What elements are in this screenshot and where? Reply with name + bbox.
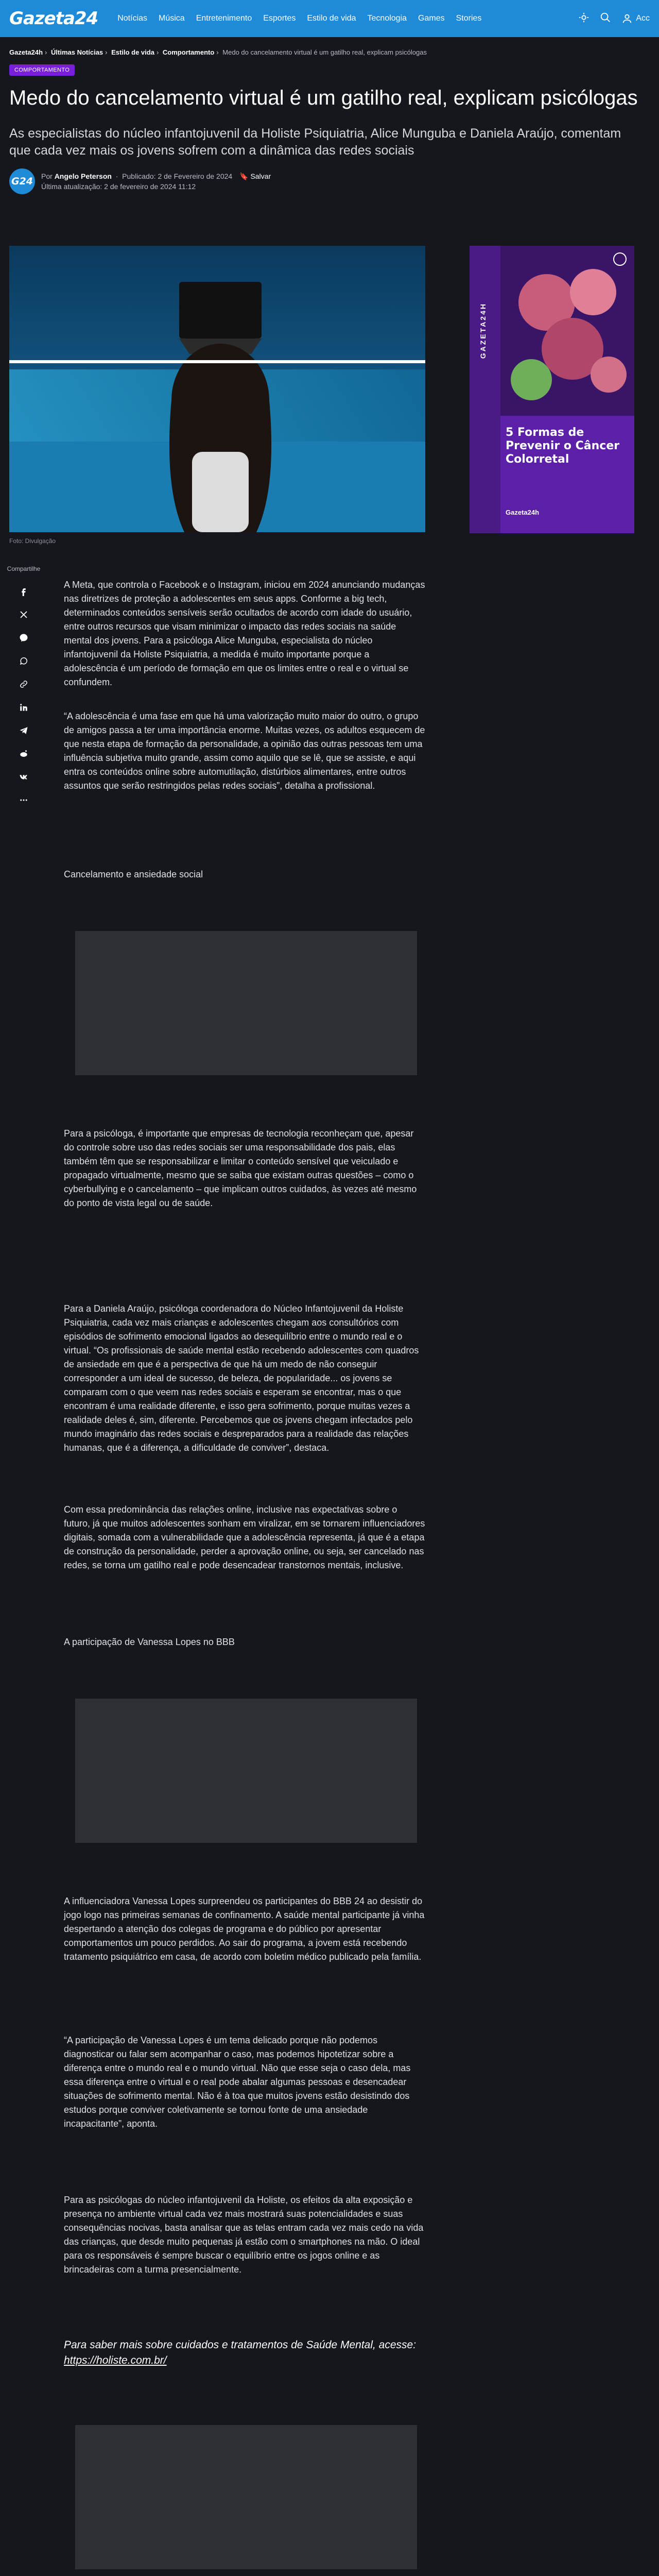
share-label: Compartilhe bbox=[7, 565, 41, 572]
article-paragraph: A Meta, que controla o Facebook e o Instagram, iniciou em 2024 anunciando mudanças nas diretrizes de proteção a adolescentes em seus apps. Conforme a big tech, determinados conteúdos sensíveis serão ocultados de acordo com idade do usuário, entre outros recursos que visam minimizar o impacto das redes sociais na saúde mental dos jovens. Para a psicóloga Alice Munguba, especialista do núcleo infantojuvenil da Holiste Psiquiatria, a medida é muito importante porque a adolescência é um período de formação em que os limites entre o real e o virtual se confundem. bbox=[64, 580, 425, 687]
telegram-icon[interactable] bbox=[19, 726, 28, 738]
vk-icon[interactable] bbox=[19, 772, 28, 784]
article-paragraph: “A adolescência é uma fase em que há uma valorização muito maior do outro, o grupo de amigos passa a ter uma importância enorme. Muitas vezes, os adultos esquecem de que nesta etapa de formação da personalidade, a opinião das outras pessoas tem uma influência subjetiva muito grande, assim como aquilo que se lê, que se assiste, e aqui entra os conteúdos online sobre automutilação, distúrbios alimentares, entre outros assuntos que serão restringidos pelas redes sociais”, detalha a profissional. bbox=[64, 711, 425, 791]
breadcrumb-home[interactable]: Gazeta24h bbox=[9, 48, 43, 56]
breadcrumb-lifestyle[interactable]: Estilo de vida bbox=[111, 48, 154, 56]
ad-headline[interactable]: 5 Formas de Prevenir o Câncer Colorretal bbox=[506, 426, 620, 466]
top-navbar bbox=[0, 0, 659, 37]
nav-item-musica[interactable]: Música bbox=[159, 14, 185, 23]
cta-text bbox=[64, 2337, 425, 2368]
article-subtitle: As especialistas do núcleo infantojuvenil da Holiste Psiquiatria, Alice Munguba e Daniela Araújo, comentam que cada vez mais os jovens sofrem com a dinâmica das redes sociais bbox=[9, 126, 621, 158]
author-prefix: Por bbox=[41, 172, 53, 180]
article-paragraph: Para a psicóloga, é importante que empresas de tecnologia reconheçam que, apesar do controle sobre uso das redes sociais ser uma responsabilidade dos pais, elas também têm que se responsabilizar e limitar o conteúdo sensível que veiculado e propagado virtualmente, mesmo que se saiba que existam outras questões – como o cyberbullying e o cancelamento – que implicam outros cuidados, às vezes até mesmo do ponto de vista legal ou de saúde. bbox=[64, 1128, 417, 1208]
breadcrumb-current: Medo do cancelamento virtual é um gatilho real, explicam psicólogas bbox=[222, 48, 427, 56]
copy-link-icon[interactable] bbox=[19, 680, 28, 691]
login-button[interactable] bbox=[621, 13, 650, 24]
share-sidebar bbox=[7, 565, 41, 807]
author-avatar[interactable]: G24 bbox=[9, 168, 35, 194]
sidebar-ad[interactable] bbox=[470, 246, 634, 533]
breadcrumb-behavior[interactable]: Comportamento bbox=[162, 48, 215, 56]
breadcrumb: Gazeta24h › Últimas Notícias › Estilo de vida › Comportamento › Medo do cancelamento virtual é um gatilho real, explicam psicólogas bbox=[9, 48, 427, 56]
save-button[interactable] bbox=[239, 172, 271, 180]
nav-item-stories[interactable]: Stories bbox=[456, 14, 482, 23]
site-logo[interactable]: Gazeta24 bbox=[9, 8, 98, 29]
image-caption: Foto: Divulgação bbox=[9, 537, 56, 545]
nav-item-esportes[interactable]: Esportes bbox=[263, 14, 296, 23]
more-options-icon[interactable] bbox=[19, 795, 28, 807]
section-heading: A participação de Vanessa Lopes no BBB bbox=[64, 1637, 235, 1647]
linkedin-icon[interactable] bbox=[19, 703, 28, 715]
main-nav bbox=[117, 14, 481, 23]
user-icon bbox=[621, 13, 633, 24]
header-actions bbox=[578, 12, 650, 26]
nav-item-noticias[interactable]: Notícias bbox=[117, 14, 148, 23]
theme-toggle-icon[interactable] bbox=[578, 12, 589, 26]
byline: G24 Por Angelo Peterson · Publicado: 2 de Fevereiro de 2024 🔖 Salvar Última atualização: 2 de fevereiro de 2024 11:12 bbox=[0, 159, 659, 194]
publish-date: Publicado: 2 de Fevereiro de 2024 bbox=[122, 172, 233, 180]
cta-link[interactable]: https://holiste.com.br/ bbox=[64, 2354, 167, 2366]
login-label: Acc bbox=[636, 14, 650, 23]
search-icon[interactable] bbox=[600, 12, 611, 26]
article-paragraph: Para as psicólogas do núcleo infantojuvenil da Holiste, os efeitos da alta exposição e presença no ambiente virtual cada vez mais mostrará suas potencialidades e suas consequências nocivas, basta analisar que as telas entram cada vez mais cedo na vida das crianças, que desde muito pequenas já estão com o smartphones na mão. O ideal para os responsáveis é sempre buscar o equilíbrio entre os jogos online e as brincadeiras com a turma presencialmente. bbox=[64, 2195, 424, 2275]
embedded-media[interactable] bbox=[75, 1699, 417, 1843]
article-paragraph: Para a Daniela Araújo, psicóloga coordenadora do Núcleo Infantojuvenil da Holiste Psiquiatria, cada vez mais crianças e adolescentes chegam aos consultórios com episódios de sofrimento emocional ligados ao desequilíbrio entre o mundo real e o virtual. “Os profissionais de saúde mental estão recebendo adolescentes com quadros de ansiedade em que é a perspectiva de que há um medo de não conseguir corresponder a um ideal de sucesso, de beleza, de popularidade... os jovens se comparam com o que veem nas redes sociais e esperam se encontrar, mas o que encontram é uma realidade diferente, e isso gera sofrimento, porque muitas vezes a realidade deles é, sim, diferente. Percebemos que os jovens chegam infectados pelo mundo imaginário das redes sociais e despreparados para a realidade das relações humanas, que é a diferença, a dificuldade de conviver”, destaca. bbox=[64, 1303, 419, 1453]
category-tag[interactable]: COMPORTAMENTO bbox=[9, 64, 75, 76]
facebook-icon[interactable] bbox=[19, 587, 28, 599]
section-heading: Cancelamento e ansiedade social bbox=[64, 869, 203, 879]
x-twitter-icon[interactable] bbox=[19, 610, 28, 622]
embedded-media[interactable] bbox=[75, 931, 417, 1075]
author-name[interactable]: Angelo Peterson bbox=[54, 172, 112, 180]
embedded-media[interactable] bbox=[75, 2425, 417, 2569]
article-paragraph: “A participação de Vanessa Lopes é um tema delicado porque não podemos diagnosticar ou falar sem acompanhar o caso, mas podemos hipotetizar sobre a diferença entre o mundo real e o mundo virtual. Não que esse seja o caso dela, mas essa diferença entre o virtual e o real pode abalar algumas pessoas e desencadear situações de sofrimento mental. Não é à toa que muitos jovens estão desistindo dos estudos porque conviver coletivamente se tornou fonte de uma ansiedade incapacitante”, aponta. bbox=[64, 2035, 411, 2129]
article-paragraph: A influenciadora Vanessa Lopes surpreendeu os participantes do BBB 24 ao desistir do jogo logo nas primeiras semanas de confinamento. A saúde mental participante já vinha despertando a atenção dos colegas de programa e do público por apresentar comportamentos um pouco perdidos. Ao sair do programa, a jovem está recebendo tratamento psiquiátrico em casa, de acordo com boletim médico publicado pela família. bbox=[64, 1896, 425, 1962]
cta-label: Para saber mais sobre cuidados e tratamentos de Saúde Mental, acesse: bbox=[64, 2339, 417, 2351]
breadcrumb-latest[interactable]: Últimas Notícias bbox=[51, 48, 103, 56]
nav-item-estilo-de-vida[interactable]: Estilo de vida bbox=[307, 14, 356, 23]
article-title: Medo do cancelamento virtual é um gatilho real, explicam psicólogas bbox=[9, 87, 638, 109]
hero-image bbox=[9, 246, 425, 532]
bookmark-icon: 🔖 bbox=[239, 172, 249, 180]
nav-item-entretenimento[interactable]: Entretenimento bbox=[196, 14, 252, 23]
update-date: Última atualização: 2 de fevereiro de 2024 11:12 bbox=[41, 182, 196, 191]
article-paragraph: Com essa predominância das relações online, inclusive nas expectativas sobre o futuro, já que muitos adolescentes sonham em viralizar, em se tornarem influenciadores digitais, somada com a vulnerabilidade que a adolescência representa, já que é a etapa de construção da personalidade, perder a aprovação online, ou seja, ser cancelado nas redes, se torna um gatilho real e pode desencadear transtornos mentais, inclusive. bbox=[64, 1504, 425, 1570]
ad-brand: Gazeta24h bbox=[506, 509, 540, 516]
save-label: Salvar bbox=[250, 172, 271, 180]
ad-side-text: GAZETA24H bbox=[479, 302, 487, 359]
nav-item-games[interactable]: Games bbox=[418, 14, 445, 23]
nav-item-tecnologia[interactable]: Tecnologia bbox=[367, 14, 407, 23]
reddit-icon[interactable] bbox=[19, 749, 28, 761]
whatsapp-icon[interactable] bbox=[19, 656, 28, 668]
messenger-icon[interactable] bbox=[19, 633, 28, 645]
